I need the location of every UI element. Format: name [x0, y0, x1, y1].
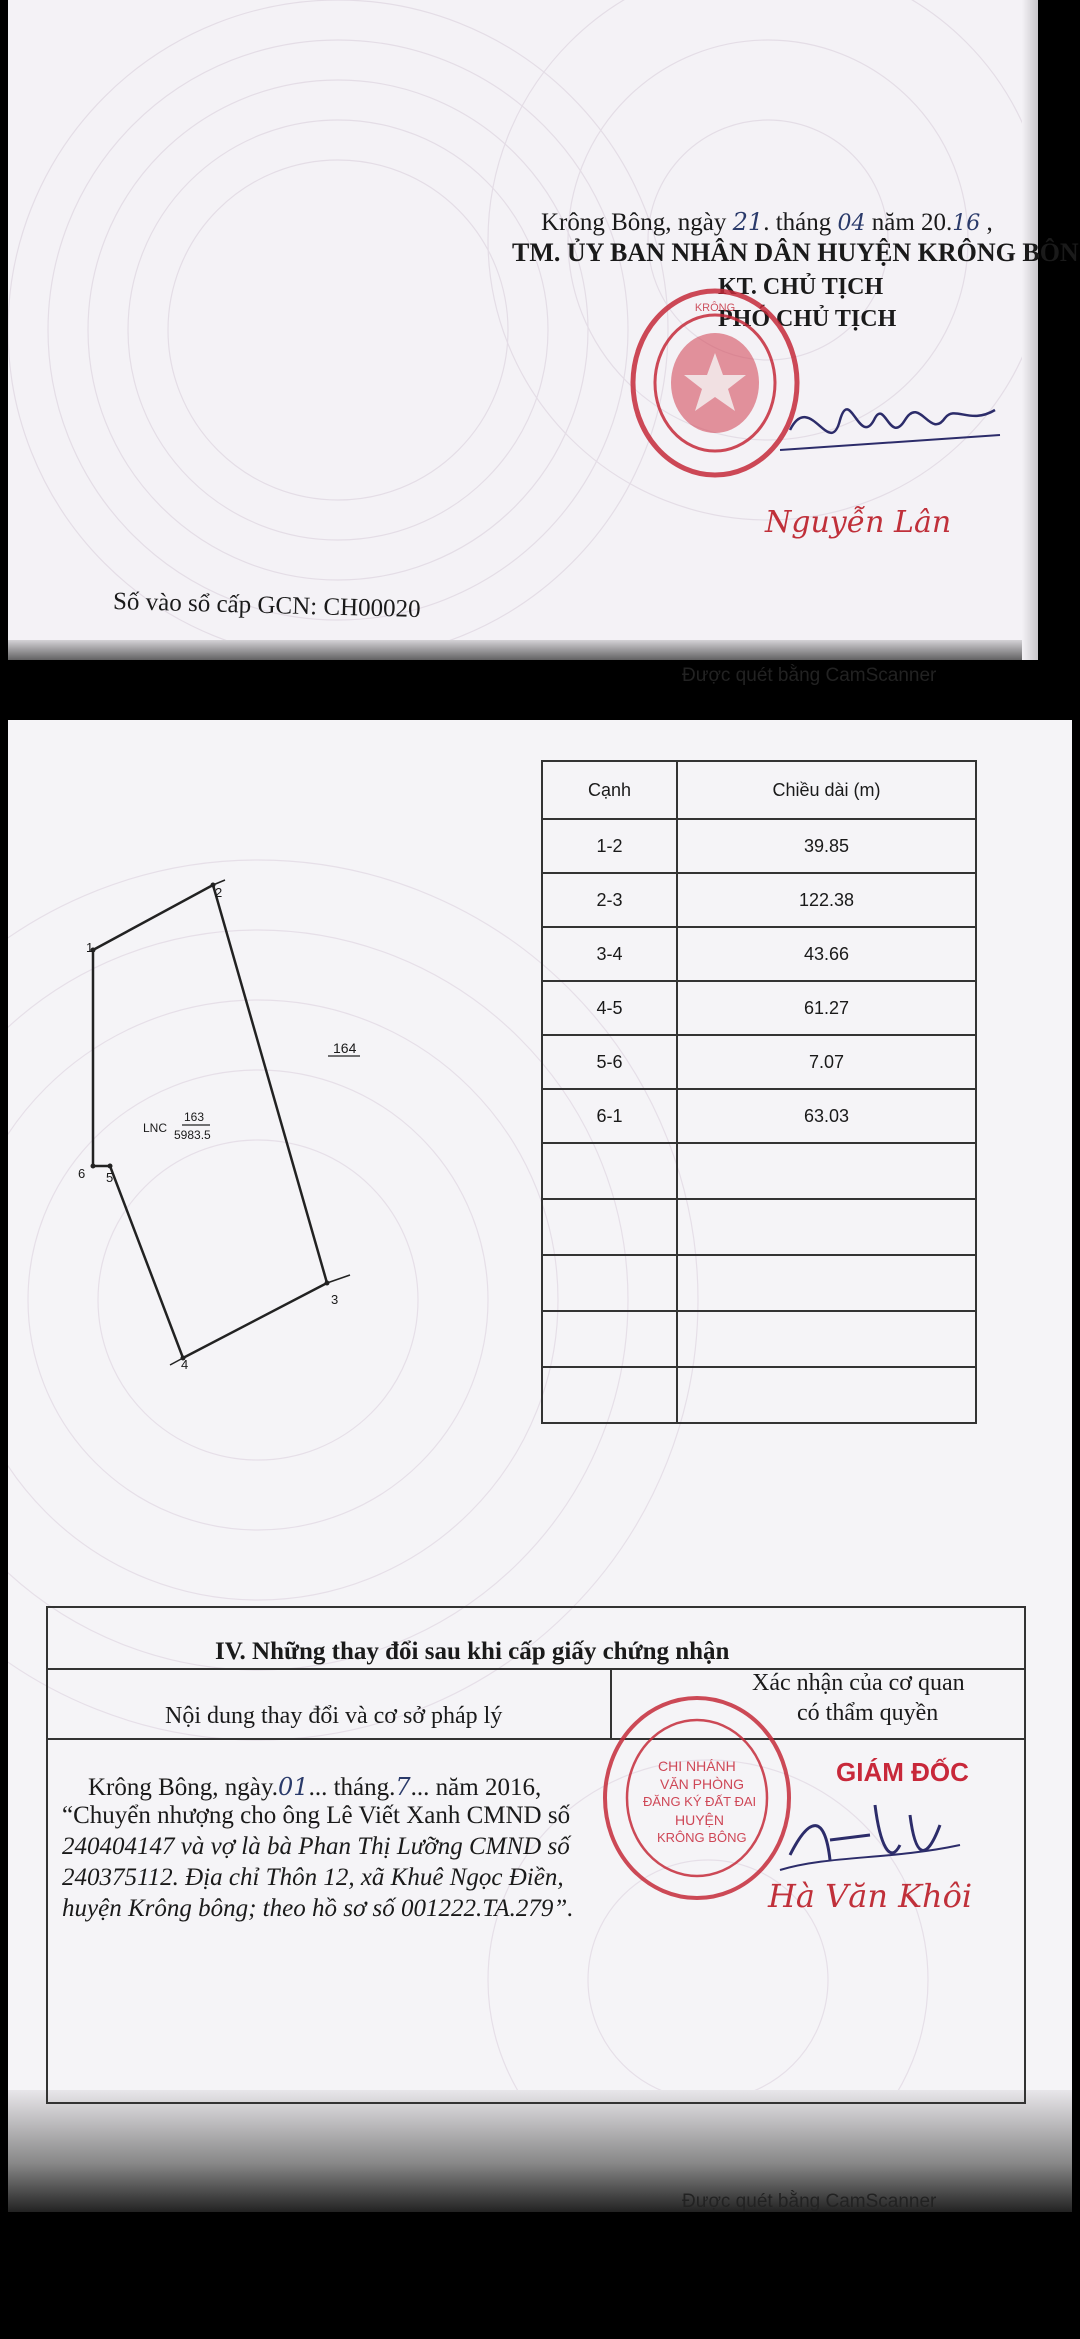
header-length: Chiều dài (m) — [677, 761, 976, 819]
handwritten-day: 21 — [732, 208, 764, 236]
changes-section-title: IV. Những thay đổi sau khi cấp giấy chứng nhận — [215, 1638, 730, 1665]
empty-table-row — [542, 1367, 976, 1423]
change-body-line-2: 240404147 và vợ là bà Phan Thị Lưỡng CMND số — [62, 1833, 570, 1860]
vertex-label-2: 2 — [215, 885, 223, 900]
right-edge-shadow — [1022, 0, 1038, 660]
table-row — [542, 819, 976, 873]
vertex-label-5: 5 — [106, 1170, 114, 1185]
edge-cell: 1-2 — [542, 819, 677, 873]
edge-length-table — [541, 760, 977, 1424]
changes-col2-header-line1: Xác nhận của cơ quan — [752, 1670, 965, 1696]
table-row — [542, 927, 976, 981]
length-cell: 61.27 — [677, 981, 976, 1035]
header-edge: Cạnh — [542, 761, 677, 819]
stamp-2-line-1: CHI NHÁNH — [658, 1758, 736, 1774]
edge-cell: 5-6 — [542, 1035, 677, 1089]
registry-number: Số vào sổ cấp GCN: CH00020 — [112, 587, 421, 624]
length-cell: 7.07 — [677, 1035, 976, 1089]
stamp-2-line-2: VĂN PHÒNG — [660, 1776, 745, 1792]
signer-name: Nguyễn Lân — [765, 505, 952, 540]
changes-col2-header-line2: có thẩm quyền — [797, 1700, 939, 1726]
handwritten-year: 16 — [952, 211, 981, 236]
change-body-line-1: “Chuyển nhượng cho ông Lê Viết Xanh CMND số — [62, 1802, 571, 1829]
table-row — [542, 981, 976, 1035]
council-heading: TM. ỦY BAN NHÂN DÂN HUYỆN KRÔNG BÔN — [512, 238, 1079, 267]
empty-table-row — [542, 1255, 976, 1311]
stamp-2-line-4: HUYỆN — [675, 1812, 725, 1828]
parcel-code: LNC — [143, 1121, 168, 1135]
handwritten-change-day: 01 — [278, 1773, 309, 1801]
empty-table-row — [542, 1311, 976, 1367]
table-row — [542, 873, 976, 927]
vertex-label-4: 4 — [181, 1357, 189, 1372]
length-cell: 122.38 — [677, 873, 976, 927]
change-date-line: Krông Bông, ngày.01... tháng.7... năm 2016, — [88, 1773, 542, 1801]
empty-table-row — [542, 1143, 976, 1199]
empty-table-row — [542, 1199, 976, 1255]
handwritten-month: 04 — [837, 211, 866, 236]
table-row — [542, 1089, 976, 1143]
svg-text:KRÔNG: KRÔNG — [694, 302, 736, 314]
stamp-2-line-3: ĐĂNG KÝ ĐẤT ĐAI — [643, 1794, 757, 1809]
length-cell: 43.66 — [677, 927, 976, 981]
length-cell: 63.03 — [677, 1089, 976, 1143]
table-row — [542, 1035, 976, 1089]
length-cell: 39.85 — [677, 819, 976, 873]
role-line-1: KT. CHỦ TỊCH — [718, 274, 884, 300]
edge-cell: 2-3 — [542, 873, 677, 927]
changes-col1-header: Nội dung thay đổi và cơ sở pháp lý — [165, 1703, 503, 1729]
land-parcel-map — [60, 860, 420, 1380]
vice-chairman-signature — [770, 370, 1010, 480]
edge-cell: 4-5 — [542, 981, 677, 1035]
stamp-2-line-5: KRÔNG BÔNG — [657, 1830, 747, 1845]
vertex-label-3: 3 — [331, 1292, 339, 1307]
parcel-number: 163 — [184, 1110, 205, 1124]
issue-date-line: Krông Bông, ngày 21. tháng 04 năm 20.16 , — [541, 208, 993, 236]
change-body-line-3: 240375112. Địa chỉ Thôn 12, xã Khuê Ngọc Điền, — [62, 1864, 564, 1891]
director-title: GIÁM ĐỐC — [836, 1757, 969, 1787]
edge-cell: 6-1 — [542, 1089, 677, 1143]
camscanner-watermark-top: Được quét bằng CamScanner — [682, 665, 937, 686]
role-line-2: PHÓ CHỦ TỊCH — [718, 306, 897, 332]
change-body-line-4: huyện Krông bông; theo hồ sơ số 001222.TA.279”. — [62, 1895, 574, 1922]
vertex-label-1: 1 — [86, 940, 94, 955]
vertex-label-6: 6 — [78, 1166, 86, 1181]
neighbor-parcel-number: 164 — [333, 1040, 357, 1056]
edge-cell: 3-4 — [542, 927, 677, 981]
handwritten-change-month: 7 — [395, 1773, 411, 1801]
camscanner-watermark-bottom: Được quét bằng CamScanner — [682, 2191, 937, 2212]
table-header-row — [542, 761, 976, 819]
scan-shadow — [8, 640, 1038, 660]
director-name: Hà Văn Khôi — [768, 1877, 973, 1915]
parcel-area: 5983.5 — [174, 1128, 211, 1142]
